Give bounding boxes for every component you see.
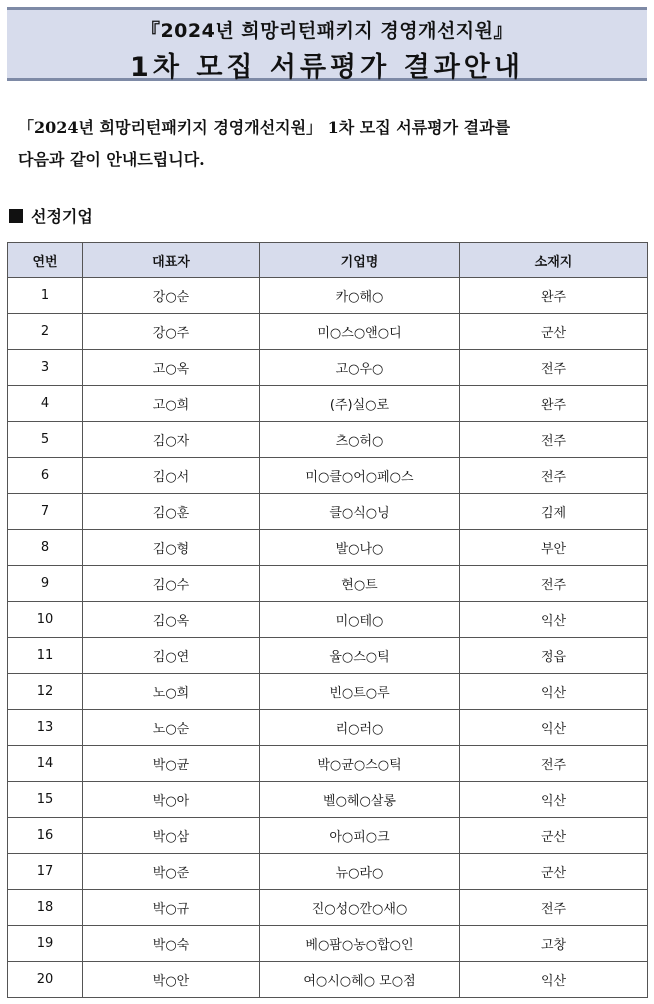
cell-no: 14 <box>8 746 83 782</box>
cell-company: 미○스○앤○디 <box>260 314 460 350</box>
intro-text <box>18 112 638 176</box>
cell-no: 5 <box>8 422 83 458</box>
table-row <box>8 602 648 638</box>
cell-location: 완주 <box>460 278 648 314</box>
cell-company: 발○나○ <box>260 530 460 566</box>
cell-company: 진○성○깐○새○ <box>260 890 460 926</box>
table-row <box>8 494 648 530</box>
cell-location: 익산 <box>460 710 648 746</box>
table-row <box>8 566 648 602</box>
cell-location: 익산 <box>460 674 648 710</box>
table-row <box>8 854 648 890</box>
cell-no: 10 <box>8 602 83 638</box>
table-row <box>8 782 648 818</box>
table-row <box>8 386 648 422</box>
cell-company: 카○해○ <box>260 278 460 314</box>
cell-company: (주)실○로 <box>260 386 460 422</box>
cell-location: 부안 <box>460 530 648 566</box>
cell-no: 8 <box>8 530 83 566</box>
cell-company: 벨○헤○살롱 <box>260 782 460 818</box>
cell-location: 군산 <box>460 314 648 350</box>
table-row <box>8 710 648 746</box>
cell-company: 뉴○라○ <box>260 854 460 890</box>
cell-representative: 박○숙 <box>83 926 260 962</box>
cell-location: 전주 <box>460 890 648 926</box>
cell-representative: 박○안 <box>83 962 260 998</box>
cell-no: 16 <box>8 818 83 854</box>
cell-representative: 김○수 <box>83 566 260 602</box>
table-row <box>8 314 648 350</box>
cell-location: 익산 <box>460 962 648 998</box>
cell-no: 18 <box>8 890 83 926</box>
cell-location: 전주 <box>460 566 648 602</box>
cell-representative: 고○옥 <box>83 350 260 386</box>
cell-location: 고창 <box>460 926 648 962</box>
title-banner <box>7 7 647 81</box>
header-no: 연번 <box>8 243 83 278</box>
table-row <box>8 818 648 854</box>
table-row <box>8 422 648 458</box>
cell-location: 익산 <box>460 782 648 818</box>
cell-company: 빈○트○루 <box>260 674 460 710</box>
cell-representative: 강○주 <box>83 314 260 350</box>
table-row <box>8 926 648 962</box>
cell-representative: 노○희 <box>83 674 260 710</box>
cell-company: 현○트 <box>260 566 460 602</box>
cell-no: 9 <box>8 566 83 602</box>
cell-no: 2 <box>8 314 83 350</box>
cell-no: 20 <box>8 962 83 998</box>
cell-no: 6 <box>8 458 83 494</box>
table-row <box>8 746 648 782</box>
cell-representative: 김○옥 <box>83 602 260 638</box>
cell-no: 12 <box>8 674 83 710</box>
header-company: 기업명 <box>260 243 460 278</box>
cell-company: 박○균○스○틱 <box>260 746 460 782</box>
cell-company: 미○테○ <box>260 602 460 638</box>
cell-no: 3 <box>8 350 83 386</box>
section-heading <box>9 204 93 227</box>
cell-no: 17 <box>8 854 83 890</box>
cell-representative: 노○순 <box>83 710 260 746</box>
title-line-1: 『2024년 희망리턴패키지 경영개선지원』 <box>140 20 514 42</box>
cell-company: 율○스○틱 <box>260 638 460 674</box>
square-bullet-icon <box>9 209 23 223</box>
cell-representative: 박○아 <box>83 782 260 818</box>
cell-representative: 김○형 <box>83 530 260 566</box>
cell-company: 아○피○크 <box>260 818 460 854</box>
cell-representative: 김○연 <box>83 638 260 674</box>
cell-location: 전주 <box>460 746 648 782</box>
table-row <box>8 962 648 998</box>
cell-location: 정읍 <box>460 638 648 674</box>
cell-representative: 박○규 <box>83 890 260 926</box>
page-title: 1차 모집 서류평가 결과안내 <box>130 52 524 83</box>
cell-no: 11 <box>8 638 83 674</box>
table-row <box>8 458 648 494</box>
cell-representative: 김○자 <box>83 422 260 458</box>
table-row <box>8 890 648 926</box>
cell-location: 전주 <box>460 458 648 494</box>
section-label: 선정기업 <box>31 207 93 226</box>
cell-company: 여○시○헤○ 모○점 <box>260 962 460 998</box>
cell-no: 7 <box>8 494 83 530</box>
cell-representative: 김○서 <box>83 458 260 494</box>
cell-representative: 박○준 <box>83 854 260 890</box>
table-row <box>8 350 648 386</box>
cell-location: 전주 <box>460 350 648 386</box>
cell-representative: 박○삼 <box>83 818 260 854</box>
cell-location: 군산 <box>460 818 648 854</box>
table-row <box>8 530 648 566</box>
cell-representative: 강○순 <box>83 278 260 314</box>
intro-line-2: 다음과 같이 안내드립니다. <box>18 150 205 169</box>
cell-company: 츠○허○ <box>260 422 460 458</box>
cell-no: 15 <box>8 782 83 818</box>
cell-company: 베○팜○농○합○인 <box>260 926 460 962</box>
cell-location: 김제 <box>460 494 648 530</box>
cell-location: 군산 <box>460 854 648 890</box>
cell-no: 19 <box>8 926 83 962</box>
cell-location: 익산 <box>460 602 648 638</box>
table-row <box>8 278 648 314</box>
cell-representative: 김○훈 <box>83 494 260 530</box>
table-header-row <box>8 243 648 278</box>
selected-companies-table <box>7 242 648 998</box>
header-representative: 대표자 <box>83 243 260 278</box>
cell-representative: 고○희 <box>83 386 260 422</box>
table-row <box>8 674 648 710</box>
cell-company: 리○러○ <box>260 710 460 746</box>
intro-line-1: 「2024년 희망리턴패키지 경영개선지원」 1차 모집 서류평가 결과를 <box>18 118 511 137</box>
cell-no: 1 <box>8 278 83 314</box>
cell-no: 13 <box>8 710 83 746</box>
cell-company: 클○식○닝 <box>260 494 460 530</box>
cell-no: 4 <box>8 386 83 422</box>
cell-company: 미○클○어○페○스 <box>260 458 460 494</box>
cell-location: 완주 <box>460 386 648 422</box>
cell-location: 전주 <box>460 422 648 458</box>
table-row <box>8 638 648 674</box>
cell-company: 고○우○ <box>260 350 460 386</box>
header-location: 소재지 <box>460 243 648 278</box>
cell-representative: 박○균 <box>83 746 260 782</box>
